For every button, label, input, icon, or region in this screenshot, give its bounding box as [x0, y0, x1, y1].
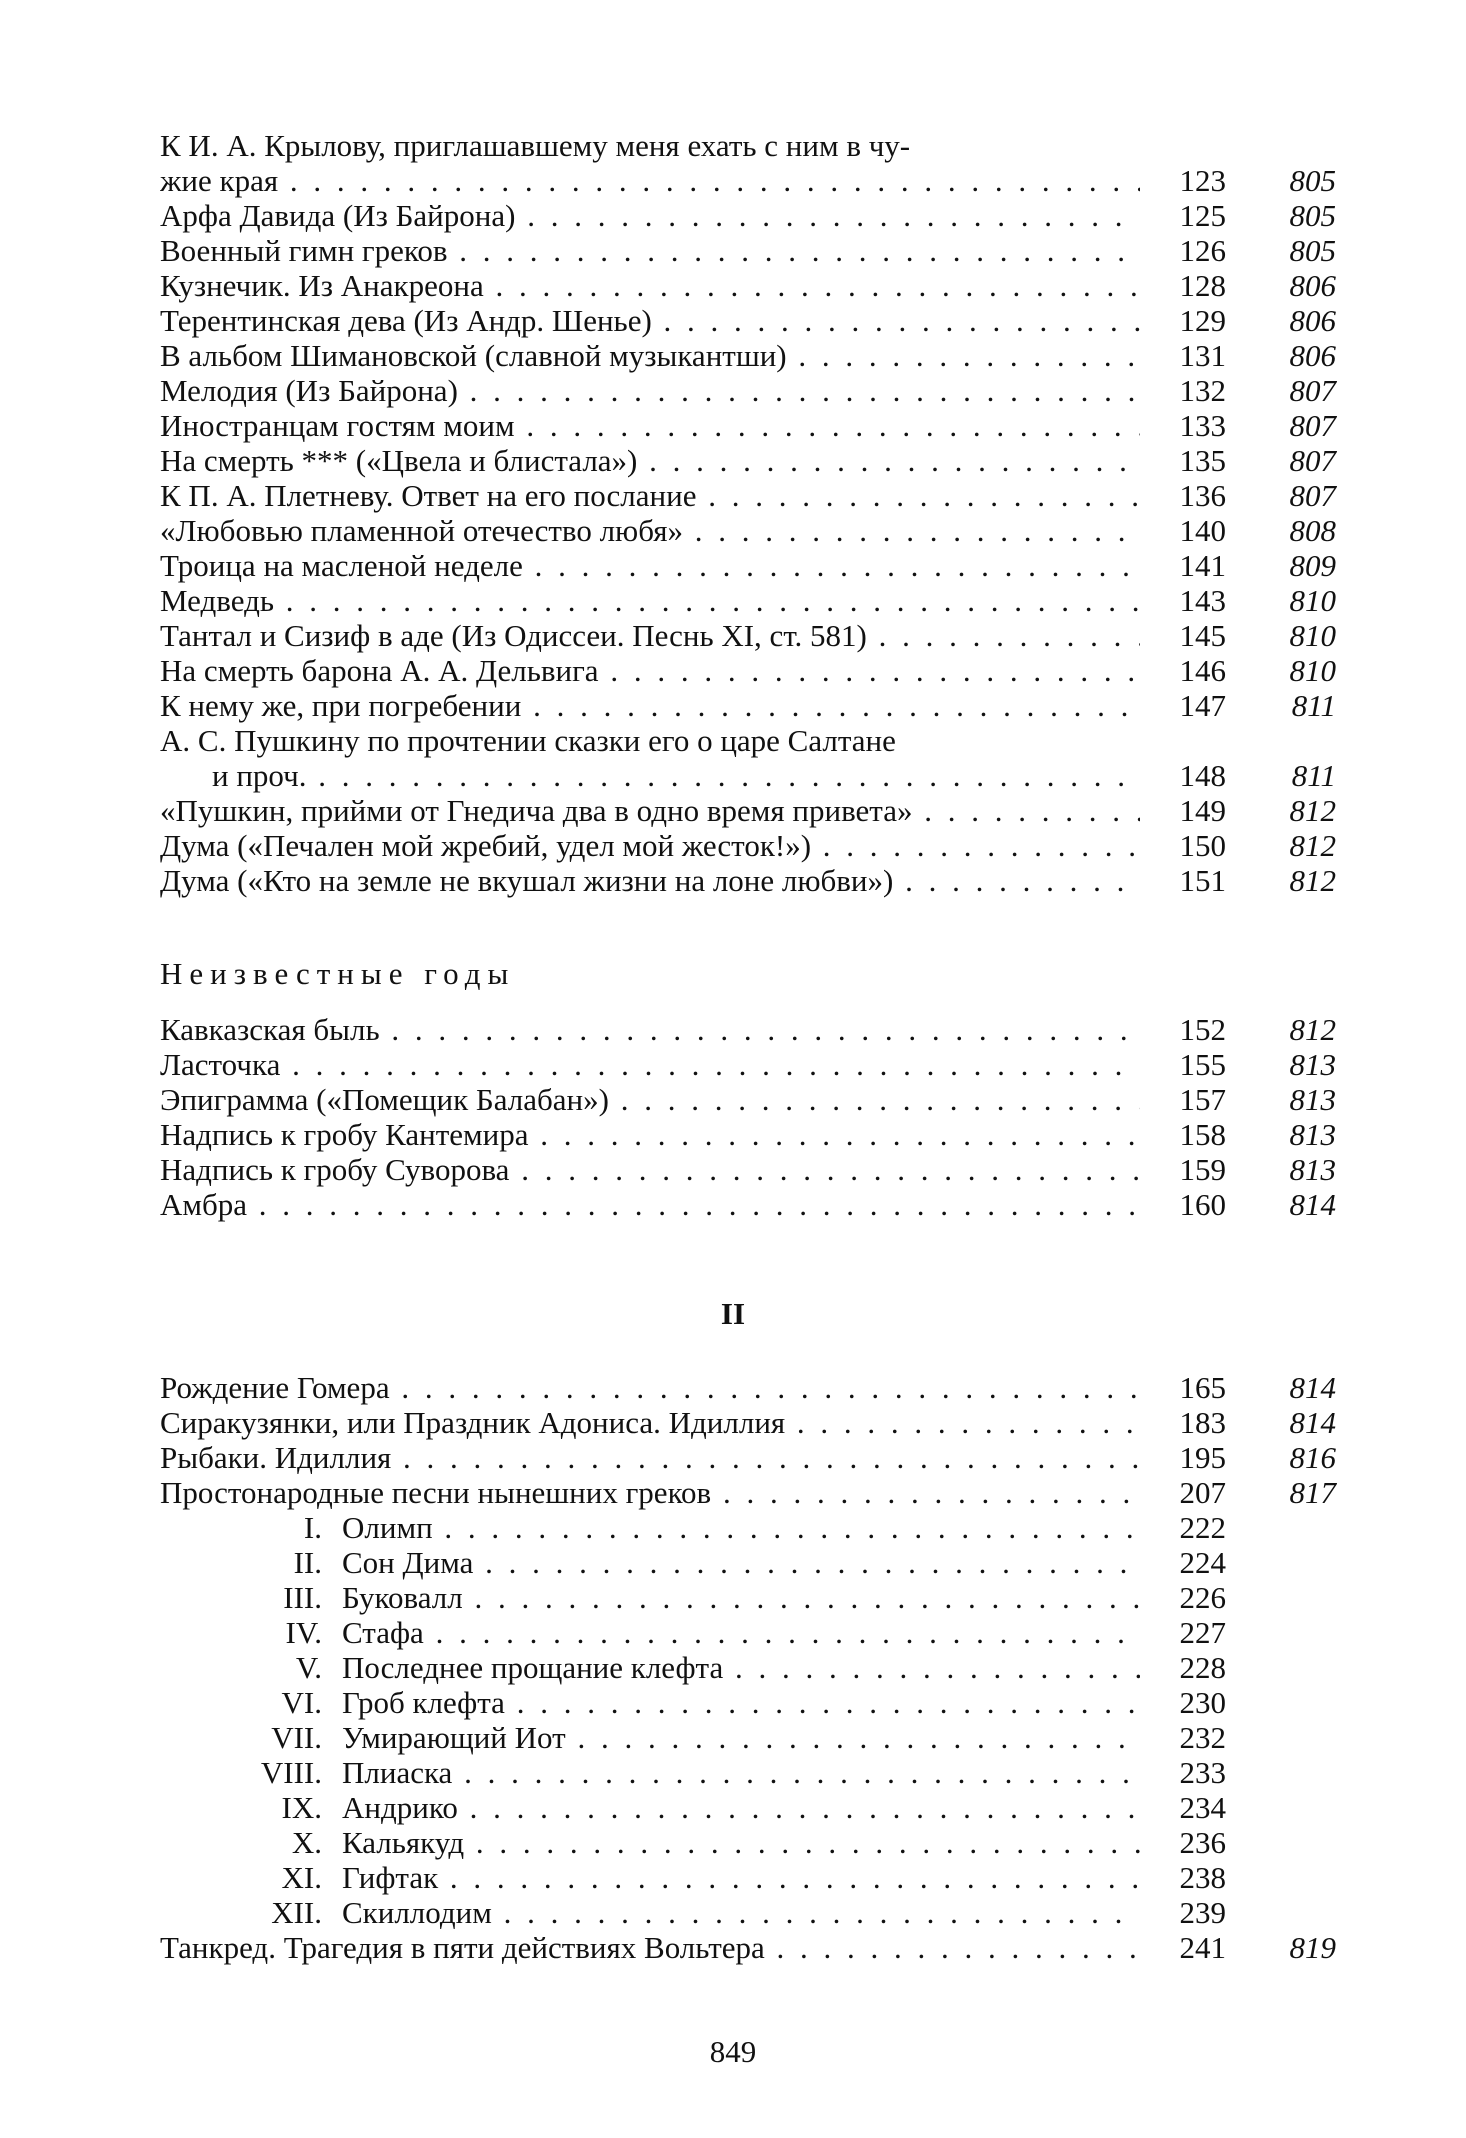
- entry-page-number: 136: [1179, 478, 1226, 513]
- entry-page-number: 135: [1179, 443, 1226, 478]
- entry-page-number: 241: [1179, 1930, 1226, 1965]
- toc-entry: [160, 443, 1336, 478]
- entry-page-number: 228: [1179, 1650, 1226, 1685]
- subentry-title: Плиаска . . .: [342, 1755, 1140, 1790]
- entry-title: На смерть барона А. А. Дельвига . . .: [160, 653, 1140, 688]
- entry-page-number: 157: [1179, 1082, 1226, 1117]
- entry-title: Эпиграмма («Помещик Балабан») . . .: [160, 1082, 1140, 1117]
- entry-page-number: 131: [1179, 338, 1226, 373]
- subentry-title: Последнее прощание клефта . . .: [342, 1650, 1140, 1685]
- toc-subentry: [160, 1825, 1320, 1860]
- toc-subentry: [160, 1545, 1320, 1580]
- entry-page-number: 128: [1179, 268, 1226, 303]
- entry-page-number: 155: [1179, 1047, 1226, 1082]
- toc-subentry: [160, 1580, 1320, 1615]
- toc-entry: [160, 198, 1336, 233]
- subentry-title: Олимп . . .: [342, 1510, 1140, 1545]
- entry-title: Троица на масленой неделе . . .: [160, 548, 1140, 583]
- entry-commentary-page: 807: [1289, 443, 1336, 478]
- toc-subentry: [160, 1720, 1320, 1755]
- entry-commentary-page: 806: [1289, 303, 1336, 338]
- toc-entry: [160, 1930, 1336, 1965]
- entry-title: Дума («Печален мой жребий, удел мой жесток!») . . .: [160, 828, 1140, 863]
- entry-commentary-page: 812: [1289, 793, 1336, 828]
- toc-entry: [160, 618, 1336, 653]
- subentry-number: I.: [303, 1510, 322, 1545]
- toc-subentry: [160, 1860, 1320, 1895]
- entry-page-number: 159: [1179, 1152, 1226, 1187]
- entry-commentary-page: 813: [1289, 1047, 1336, 1082]
- entry-page-number: 150: [1179, 828, 1226, 863]
- toc-entry: [160, 408, 1336, 443]
- toc-entry: [160, 653, 1336, 688]
- subentry-title: Умирающий Иот . . .: [342, 1720, 1140, 1755]
- entry-page-number: 232: [1179, 1720, 1226, 1755]
- entry-title: Дума («Кто на земле не вкушал жизни на лоне любви») . . .: [160, 863, 1140, 898]
- entry-title: К П. А. Плетневу. Ответ на его послание . . .: [160, 478, 1140, 513]
- entry-page-number: 148: [1179, 758, 1226, 793]
- toc-entry-first-line: [160, 128, 1320, 163]
- toc-entry: [160, 828, 1336, 863]
- entry-page-number: 133: [1179, 408, 1226, 443]
- toc-subentry: [160, 1685, 1320, 1720]
- entry-page-number: 146: [1179, 653, 1226, 688]
- subentry-title: Андрико . . .: [342, 1790, 1140, 1825]
- toc-entry: [160, 863, 1336, 898]
- toc-entry: [160, 478, 1336, 513]
- subentry-number: VIII.: [260, 1755, 322, 1790]
- entry-commentary-page: 817: [1289, 1475, 1336, 1510]
- toc-entry: [160, 268, 1336, 303]
- entry-page-number: 123: [1179, 163, 1226, 198]
- toc-entry: [160, 338, 1336, 373]
- entry-title: Надпись к гробу Суворова . . .: [160, 1152, 1140, 1187]
- entry-commentary-page: 814: [1289, 1370, 1336, 1405]
- entry-page-number: 224: [1179, 1545, 1226, 1580]
- entry-page-number: 149: [1179, 793, 1226, 828]
- entry-title-line: К И. А. Крылову, приглашавшему меня ехать с ним в чу-: [160, 128, 911, 163]
- toc-entry: [160, 1370, 1336, 1405]
- entry-commentary-page: 816: [1289, 1440, 1336, 1475]
- entry-page-number: 140: [1179, 513, 1226, 548]
- entry-page-number: 158: [1179, 1117, 1226, 1152]
- entry-commentary-page: 814: [1289, 1187, 1336, 1222]
- toc-entry-first-line: [160, 723, 1320, 758]
- entry-title: Надпись к гробу Кантемира . . .: [160, 1117, 1140, 1152]
- entry-commentary-page: 810: [1289, 653, 1336, 688]
- entry-commentary-page: 805: [1289, 163, 1336, 198]
- entry-title: Арфа Давида (Из Байрона) . . .: [160, 198, 1140, 233]
- entry-commentary-page: 807: [1289, 478, 1336, 513]
- toc-entry: [160, 1440, 1336, 1475]
- entry-title: Ласточка . . .: [160, 1047, 1140, 1082]
- toc-entry: [160, 758, 1336, 793]
- toc-entry: [160, 1152, 1336, 1187]
- toc-subentry: [160, 1510, 1320, 1545]
- toc-subentry: [160, 1895, 1320, 1930]
- entry-page-number: 238: [1179, 1860, 1226, 1895]
- toc-entry: [160, 688, 1336, 723]
- toc-entry: [160, 303, 1336, 338]
- entry-page-number: 233: [1179, 1755, 1226, 1790]
- toc-section-3: [160, 1370, 1336, 1965]
- toc-entry: [160, 233, 1336, 268]
- toc-entry: [160, 548, 1336, 583]
- subentry-title: Стафа . . .: [342, 1615, 1140, 1650]
- toc-entry: [160, 373, 1336, 408]
- entry-page-number: 145: [1179, 618, 1226, 653]
- part-heading: II: [720, 1296, 746, 1331]
- entry-commentary-page: 819: [1289, 1930, 1336, 1965]
- entry-title: «Пушкин, прийми от Гнедича два в одно время привета» . . .: [160, 793, 1140, 828]
- subentry-number: VI.: [281, 1685, 322, 1720]
- subentry-number: VII.: [271, 1720, 322, 1755]
- toc-section-1: [160, 128, 1336, 898]
- subentry-number: IV.: [285, 1615, 322, 1650]
- subentry-title: Скиллодим . . .: [342, 1895, 1140, 1930]
- section-heading-unknown-years: Неизвестные годы: [160, 956, 516, 991]
- toc-entry: [160, 1475, 1336, 1510]
- entry-commentary-page: 812: [1289, 1012, 1336, 1047]
- toc-entry: [160, 793, 1336, 828]
- toc-subentry: [160, 1755, 1320, 1790]
- entry-commentary-page: 806: [1289, 338, 1336, 373]
- toc-subentry: [160, 1790, 1320, 1825]
- entry-commentary-page: 814: [1289, 1405, 1336, 1440]
- subentry-number: II.: [293, 1545, 322, 1580]
- subentry-number: IX.: [281, 1790, 322, 1825]
- entry-commentary-page: 807: [1289, 408, 1336, 443]
- entry-page-number: 151: [1179, 863, 1226, 898]
- toc-subentry: [160, 1615, 1320, 1650]
- toc-entry: [160, 1047, 1336, 1082]
- toc-entry: [160, 1187, 1336, 1222]
- entry-title: жие края . . .: [160, 163, 1140, 198]
- entry-page-number: 132: [1179, 373, 1226, 408]
- entry-title: Терентинская дева (Из Андр. Шенье) . . .: [160, 303, 1140, 338]
- entry-commentary-page: 805: [1289, 233, 1336, 268]
- entry-title: Тантал и Сизиф в аде (Из Одиссеи. Песнь XI, ст. 581) . . .: [160, 618, 1140, 653]
- toc-entry: [160, 163, 1336, 198]
- entry-page-number: 160: [1179, 1187, 1226, 1222]
- subentry-number: V.: [295, 1650, 322, 1685]
- subentry-title: Гроб клефта . . .: [342, 1685, 1140, 1720]
- entry-commentary-page: 811: [1291, 758, 1336, 793]
- toc-entry: [160, 513, 1336, 548]
- entry-title: К нему же, при погребении . . .: [160, 688, 1140, 723]
- entry-page-number: 230: [1179, 1685, 1226, 1720]
- toc-entry: [160, 1117, 1336, 1152]
- subentry-number: III.: [283, 1580, 322, 1615]
- entry-title: Военный гимн греков . . .: [160, 233, 1140, 268]
- entry-title: Амбра . . .: [160, 1187, 1140, 1222]
- subentry-title: Сон Дима . . .: [342, 1545, 1140, 1580]
- entry-commentary-page: 813: [1289, 1082, 1336, 1117]
- entry-title: На смерть *** («Цвела и блистала») . . .: [160, 443, 1140, 478]
- entry-page-number: 207: [1179, 1475, 1226, 1510]
- entry-page-number: 234: [1179, 1790, 1226, 1825]
- entry-title: Рождение Гомера . . .: [160, 1370, 1140, 1405]
- entry-title: Танкред. Трагедия в пяти действиях Вольтера . . .: [160, 1930, 1140, 1965]
- subentry-number: XII.: [271, 1895, 322, 1930]
- entry-page-number: 147: [1179, 688, 1226, 723]
- entry-commentary-page: 813: [1289, 1152, 1336, 1187]
- entry-title: Простонародные песни нынешних греков . . .: [160, 1475, 1140, 1510]
- entry-page-number: 129: [1179, 303, 1226, 338]
- entry-title: Кузнечик. Из Анакреона . . .: [160, 268, 1140, 303]
- entry-title: Медведь . . .: [160, 583, 1140, 618]
- entry-commentary-page: 810: [1289, 583, 1336, 618]
- entry-page-number: 141: [1179, 548, 1226, 583]
- entry-commentary-page: 807: [1289, 373, 1336, 408]
- entry-commentary-page: 812: [1289, 828, 1336, 863]
- entry-title: Сиракузянки, или Праздник Адониса. Идиллия . . .: [160, 1405, 1140, 1440]
- entry-commentary-page: 810: [1289, 618, 1336, 653]
- toc-entry: [160, 1082, 1336, 1117]
- entry-title: Мелодия (Из Байрона) . . .: [160, 373, 1140, 408]
- entry-title: и проч. . . .: [212, 758, 1140, 793]
- entry-page-number: 222: [1179, 1510, 1226, 1545]
- entry-page-number: 195: [1179, 1440, 1226, 1475]
- entry-page-number: 236: [1179, 1825, 1226, 1860]
- subentry-title: Буковалл . . .: [342, 1580, 1140, 1615]
- entry-page-number: 152: [1179, 1012, 1226, 1047]
- entry-commentary-page: 808: [1289, 513, 1336, 548]
- entry-commentary-page: 805: [1289, 198, 1336, 233]
- entry-title: Иностранцам гостям моим . . .: [160, 408, 1140, 443]
- entry-commentary-page: 811: [1291, 688, 1336, 723]
- entry-page-number: 239: [1179, 1895, 1226, 1930]
- toc-subentry: [160, 1650, 1320, 1685]
- subentry-number: XI.: [281, 1860, 322, 1895]
- entry-page-number: 126: [1179, 233, 1226, 268]
- subentry-number: X.: [291, 1825, 322, 1860]
- entry-title: Рыбаки. Идиллия . . .: [160, 1440, 1140, 1475]
- entry-commentary-page: 809: [1289, 548, 1336, 583]
- toc-entry: [160, 1405, 1336, 1440]
- entry-commentary-page: 812: [1289, 863, 1336, 898]
- toc-section-2: [160, 1012, 1336, 1222]
- entry-page-number: 125: [1179, 198, 1226, 233]
- entry-page-number: 143: [1179, 583, 1226, 618]
- entry-page-number: 183: [1179, 1405, 1226, 1440]
- entry-page-number: 227: [1179, 1615, 1226, 1650]
- page-number: 849: [709, 2034, 757, 2069]
- subentry-title: Гифтак . . .: [342, 1860, 1140, 1895]
- entry-page-number: 165: [1179, 1370, 1226, 1405]
- entry-title: «Любовью пламенной отечество любя» . . .: [160, 513, 1140, 548]
- entry-title: Кавказская быль . . .: [160, 1012, 1140, 1047]
- subentry-title: Кальякуд . . .: [342, 1825, 1140, 1860]
- entry-title-line: А. С. Пушкину по прочтении сказки его о царе Салтане: [160, 723, 896, 758]
- entry-commentary-page: 813: [1289, 1117, 1336, 1152]
- toc-entry: [160, 1012, 1336, 1047]
- entry-page-number: 226: [1179, 1580, 1226, 1615]
- entry-commentary-page: 806: [1289, 268, 1336, 303]
- entry-title: В альбом Шимановской (славной музыкантши) . . .: [160, 338, 1140, 373]
- toc-entry: [160, 583, 1336, 618]
